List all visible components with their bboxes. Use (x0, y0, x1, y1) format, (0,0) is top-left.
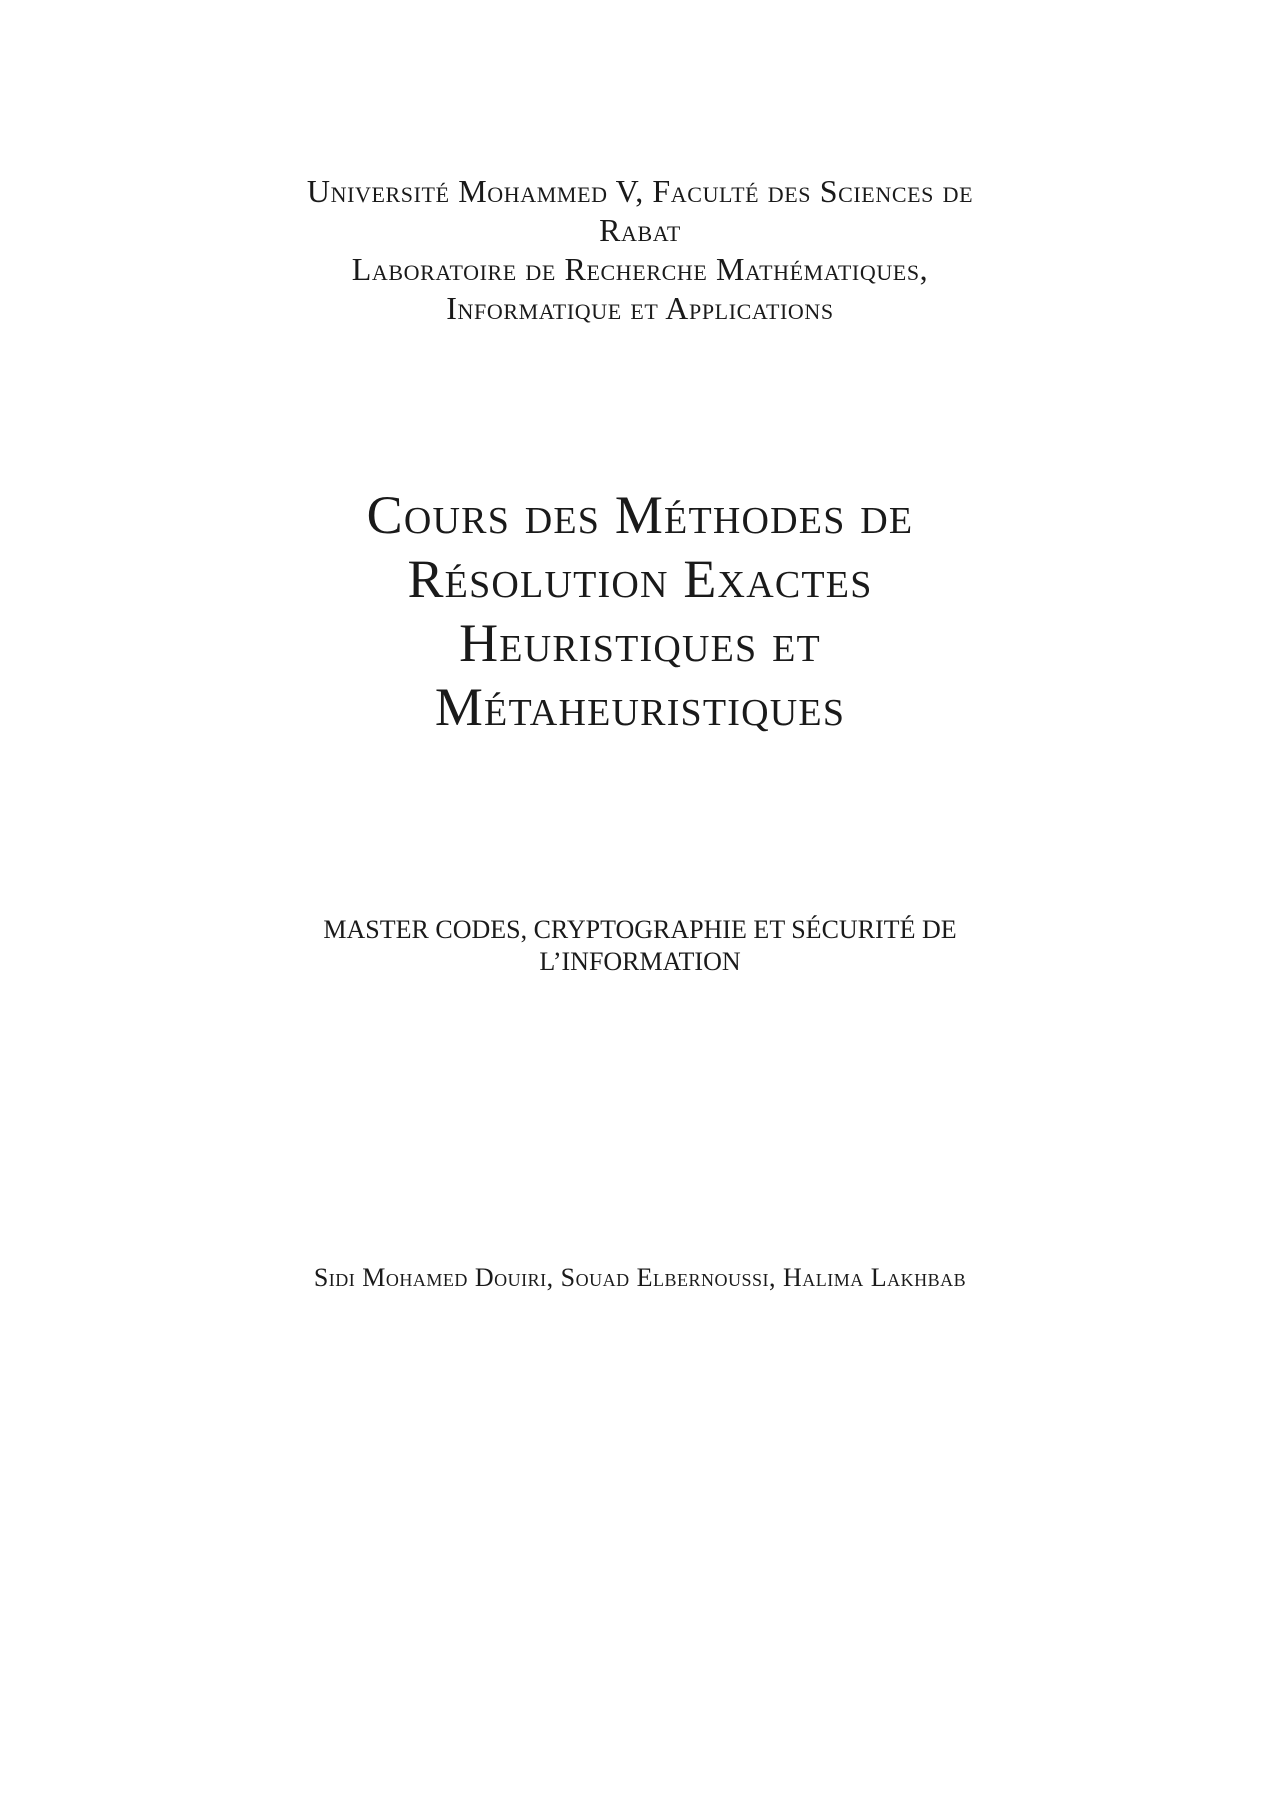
title-line: Résolution Exactes (407, 549, 873, 609)
program-line: MASTER CODES, CRYPTOGRAPHIE ET SÉCURITÉ DE (323, 915, 957, 944)
title-line: Métaheuristiques (434, 677, 846, 737)
institution-line: Laboratoire de Recherche Mathématiques, (351, 251, 929, 287)
program-name (180, 914, 1100, 978)
program-line: L’INFORMATION (539, 947, 741, 976)
title-line: Heuristiques et (459, 613, 821, 673)
institution-line: Université Mohammed V, Faculté des Sciences de (306, 173, 974, 209)
institution-line: Rabat (599, 212, 681, 248)
authors-line: Sidi Mohamed Douiri, Souad Elbernoussi, Halima Lakhbab (313, 1263, 967, 1292)
institution-line: Informatique et Applications (446, 290, 834, 326)
document-title (180, 483, 1100, 739)
title-line: Cours des Méthodes de (366, 485, 914, 545)
institution-block (180, 172, 1100, 328)
